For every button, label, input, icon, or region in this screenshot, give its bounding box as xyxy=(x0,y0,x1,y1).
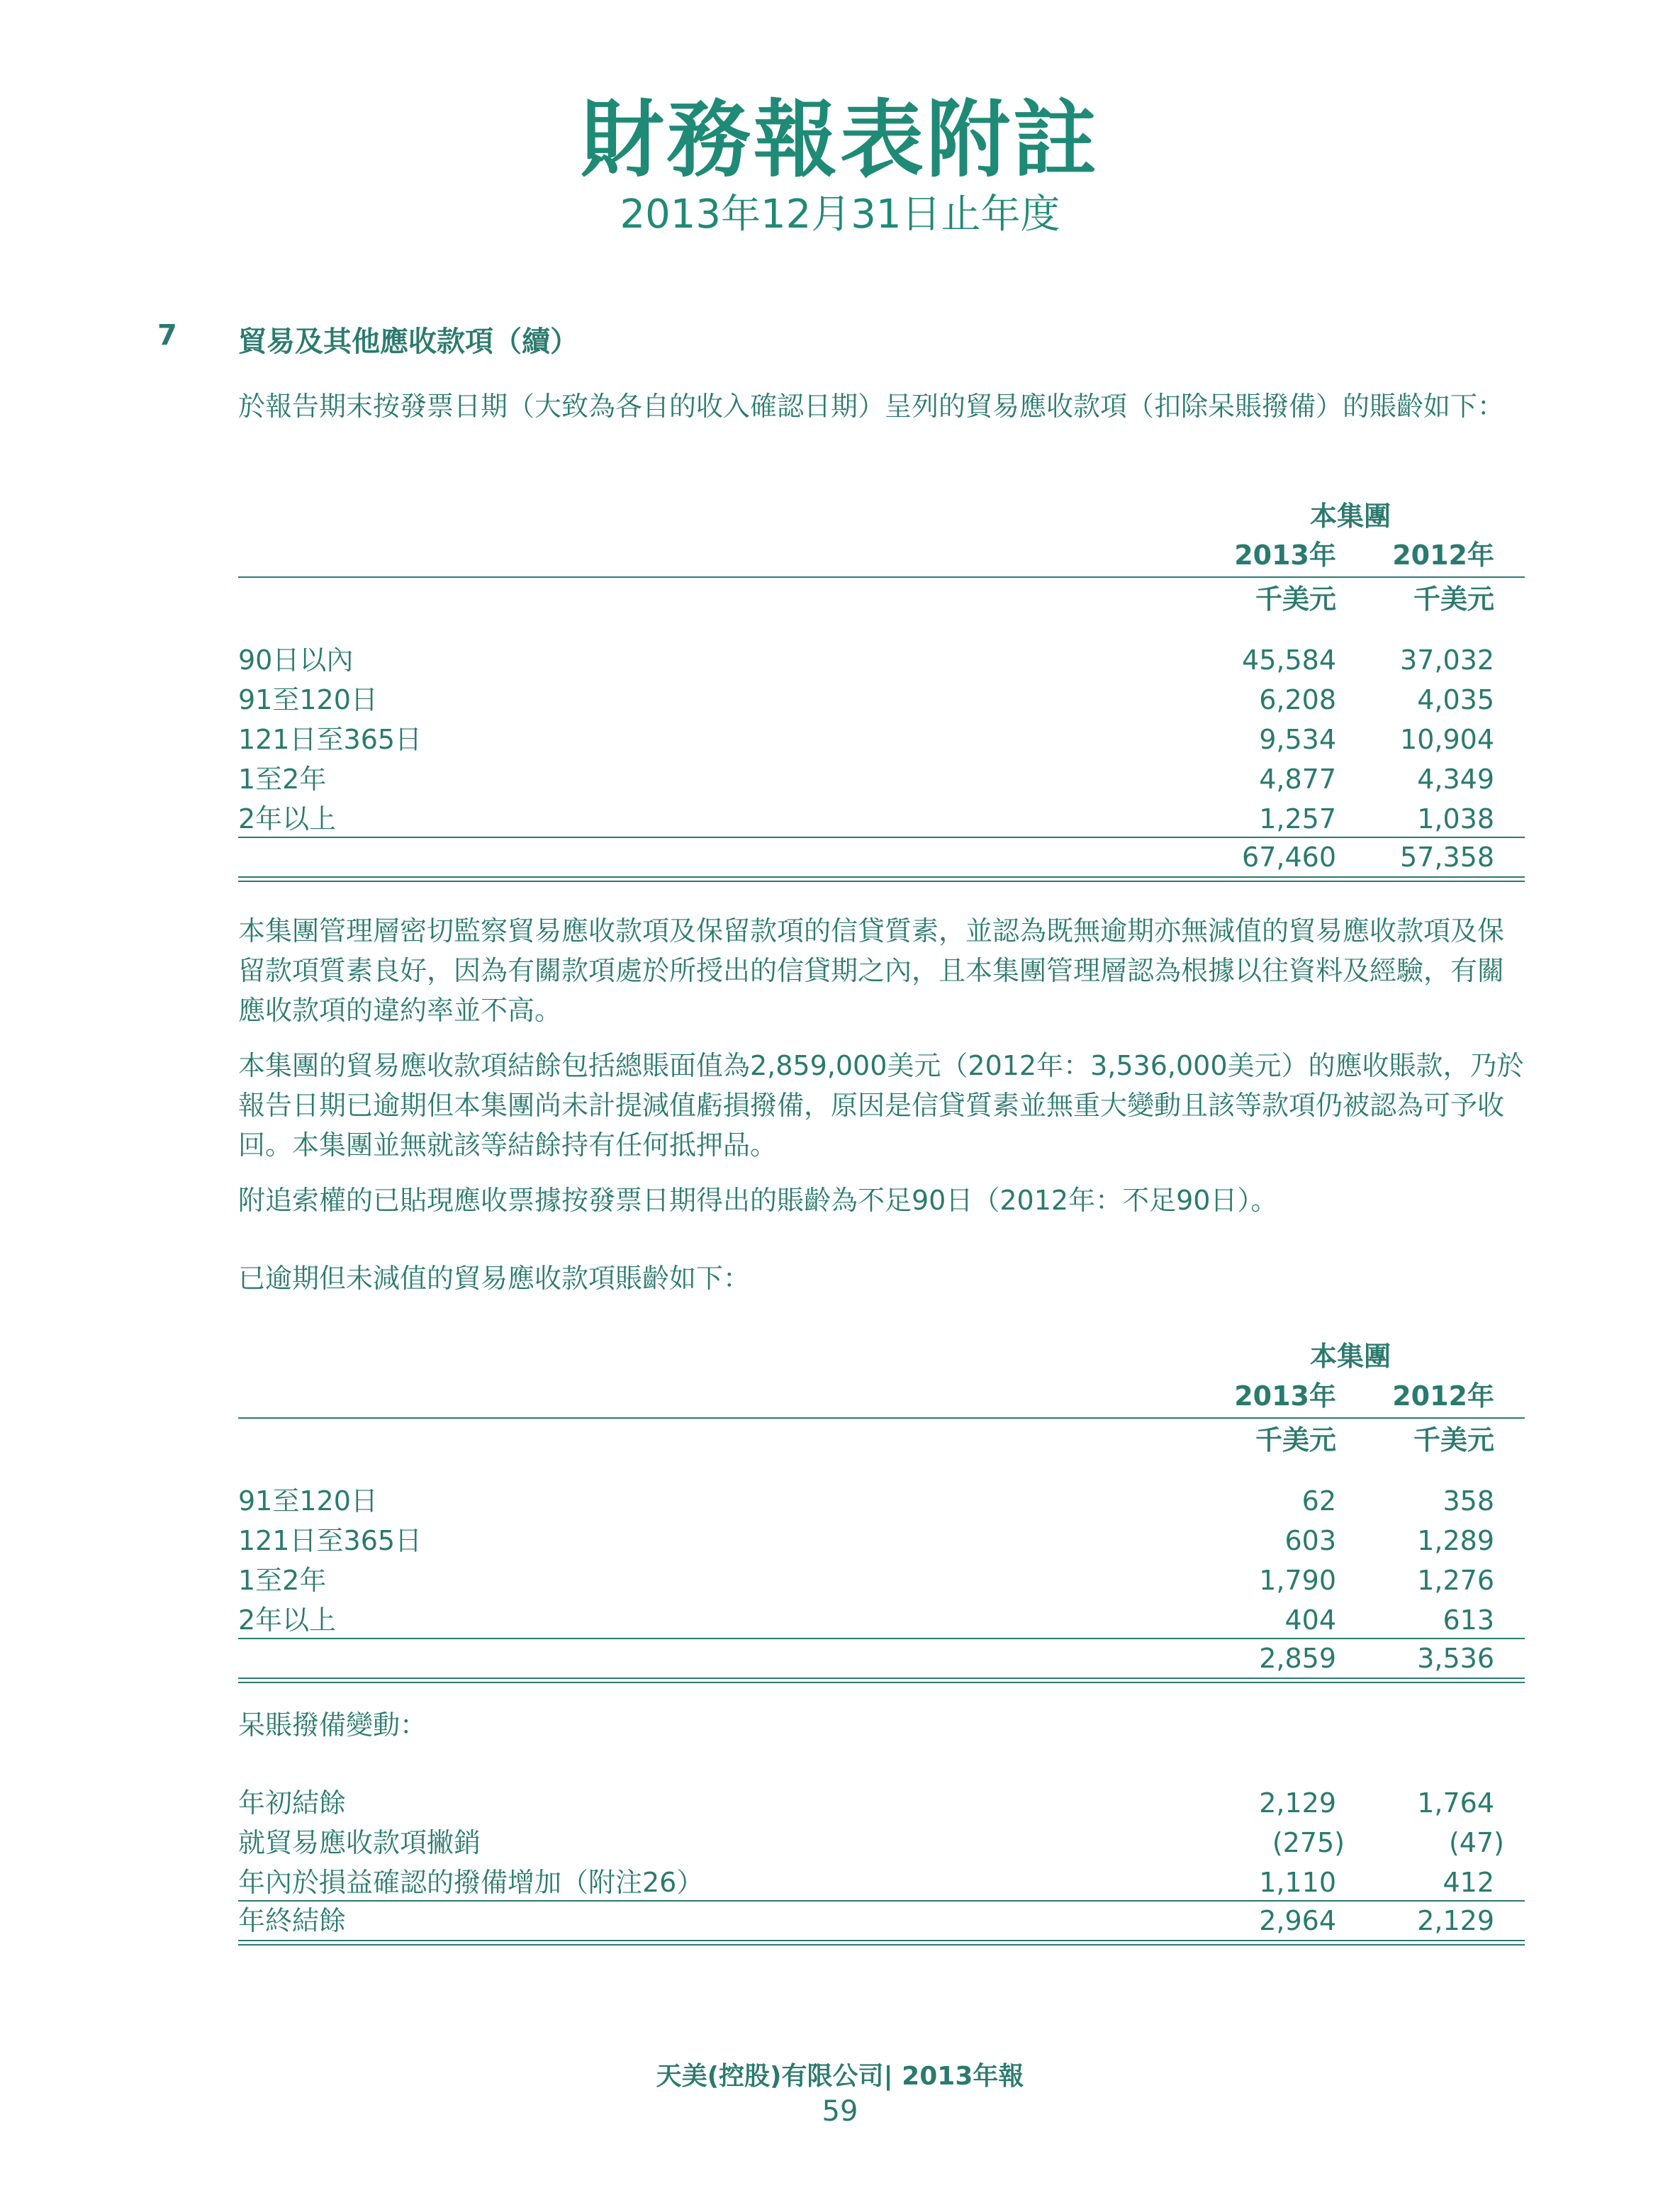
total-double-rule xyxy=(238,1678,1525,1683)
table-row-label: 121日至365日 xyxy=(238,724,422,755)
overdue-paragraph: 本集團的貿易應收款項結餘包括總賬面值為2,859,000美元（2012年：3,536,000美元）的應收賬款，乃於報告日期已逾期但本集團尚未計提減值虧損撥備，原因是信貸質素並無重大變動且該等款項仍被認為可予收回。本集團並無就該等結餘持有任何抵押品。 xyxy=(238,1050,1524,1161)
table-cell: (47) xyxy=(1448,1827,1504,1858)
table-cell: 6,208 xyxy=(1259,684,1336,715)
table-row-label: 1至2年 xyxy=(238,1565,327,1596)
year-2013-header: 2013年 xyxy=(1234,1380,1336,1412)
table-row-label: 2年以上 xyxy=(238,1604,337,1636)
unit-2013-header: 千美元 xyxy=(1255,1424,1336,1456)
credit-quality-paragraph: 本集團管理層密切監察貿易應收款項及保留款項的信貸質素，並認為既無逾期亦無減值的貿易應收款項及保留款項質素良好，因為有關款項處於所授出的信貸期之內，且本集團管理層認為根據以往資料及經驗，有關應收款項的違約率並不高。 xyxy=(238,915,1505,1026)
table-cell: 37,032 xyxy=(1400,644,1494,676)
group-header: 本集團 xyxy=(1309,501,1391,532)
table-cell: 613 xyxy=(1443,1604,1494,1636)
table-row-label: 就貿易應收款項撇銷 xyxy=(238,1827,481,1858)
table-cell: 1,289 xyxy=(1417,1525,1494,1556)
allowance-heading: 呆賬撥備變動： xyxy=(238,1709,427,1741)
table-cell: 1,790 xyxy=(1259,1565,1336,1596)
discounted-bills-paragraph: 附追索權的已貼現應收票據按發票日期得出的賬齡為不足90日（2012年：不足90日）。 xyxy=(238,1185,1278,1216)
note-number: 7 xyxy=(157,319,177,352)
footer-company: 天美(控股)有限公司| 2013年報 xyxy=(656,2062,1024,2091)
table-cell: 1,257 xyxy=(1259,803,1336,835)
table-cell: 1,764 xyxy=(1417,1787,1494,1819)
header-rule xyxy=(238,576,1525,578)
unit-2013-header: 千美元 xyxy=(1255,584,1336,615)
table-row-label: 年初結餘 xyxy=(238,1787,347,1819)
subtotal-rule xyxy=(238,1638,1525,1639)
table-cell: 4,877 xyxy=(1259,764,1336,795)
subtotal-rule xyxy=(238,1900,1525,1902)
year-2012-header: 2012年 xyxy=(1392,1380,1494,1412)
page-number: 59 xyxy=(822,2095,858,2128)
total-cell: 2,859 xyxy=(1259,1643,1336,1674)
table-cell: 45,584 xyxy=(1242,644,1336,676)
table-cell: 1,038 xyxy=(1417,803,1494,835)
table-cell: 1,276 xyxy=(1417,1565,1494,1596)
unit-2012-header: 千美元 xyxy=(1413,584,1494,615)
table-row-label: 91至120日 xyxy=(238,1485,378,1517)
total-double-rule xyxy=(238,876,1525,882)
page-subtitle: 2013年12月31日止年度 xyxy=(620,191,1060,238)
overdue-aging-intro: 已逾期但未減值的貿易應收款項賬齡如下： xyxy=(238,1263,751,1294)
table-row-label: 1至2年 xyxy=(238,764,327,795)
table-cell: 10,904 xyxy=(1400,724,1494,755)
page-title: 財務報表附註 xyxy=(580,91,1099,189)
table-row-label: 2年以上 xyxy=(238,803,337,835)
table-cell: 358 xyxy=(1443,1485,1494,1517)
header-rule xyxy=(238,1417,1525,1419)
table-cell: (275) xyxy=(1272,1827,1345,1858)
table-row-label: 年內於損益確認的撥備增加（附注26） xyxy=(238,1867,704,1898)
subtotal-rule xyxy=(238,837,1525,838)
closing-balance-label: 年終結餘 xyxy=(238,1905,347,1936)
year-2013-header: 2013年 xyxy=(1234,540,1336,571)
group-header: 本集團 xyxy=(1309,1341,1391,1372)
total-cell: 2,129 xyxy=(1417,1905,1494,1936)
table-cell: 412 xyxy=(1443,1867,1494,1898)
total-cell: 2,964 xyxy=(1259,1905,1336,1936)
table-cell: 4,349 xyxy=(1417,764,1494,795)
table-row-label: 121日至365日 xyxy=(238,1525,422,1556)
unit-2012-header: 千美元 xyxy=(1413,1424,1494,1456)
table-cell: 1,110 xyxy=(1259,1867,1336,1898)
total-cell: 3,536 xyxy=(1417,1643,1494,1674)
total-cell: 57,358 xyxy=(1400,842,1494,873)
intro-paragraph: 於報告期末按發票日期（大致為各自的收入確認日期）呈列的貿易應收款項（扣除呆賬撥備）的賬齡如下： xyxy=(238,391,1505,422)
table-row-label: 91至120日 xyxy=(238,684,378,715)
table-cell: 9,534 xyxy=(1259,724,1336,755)
table-cell: 603 xyxy=(1284,1525,1336,1556)
table-cell: 404 xyxy=(1284,1604,1336,1636)
year-2012-header: 2012年 xyxy=(1392,540,1494,571)
note-heading: 貿易及其他應收款項（續） xyxy=(238,325,578,358)
table-row-label: 90日以內 xyxy=(238,644,354,676)
table-cell: 2,129 xyxy=(1259,1787,1336,1819)
total-cell: 67,460 xyxy=(1242,842,1336,873)
table-cell: 4,035 xyxy=(1417,684,1494,715)
total-double-rule xyxy=(238,1940,1525,1946)
table-cell: 62 xyxy=(1301,1485,1336,1517)
